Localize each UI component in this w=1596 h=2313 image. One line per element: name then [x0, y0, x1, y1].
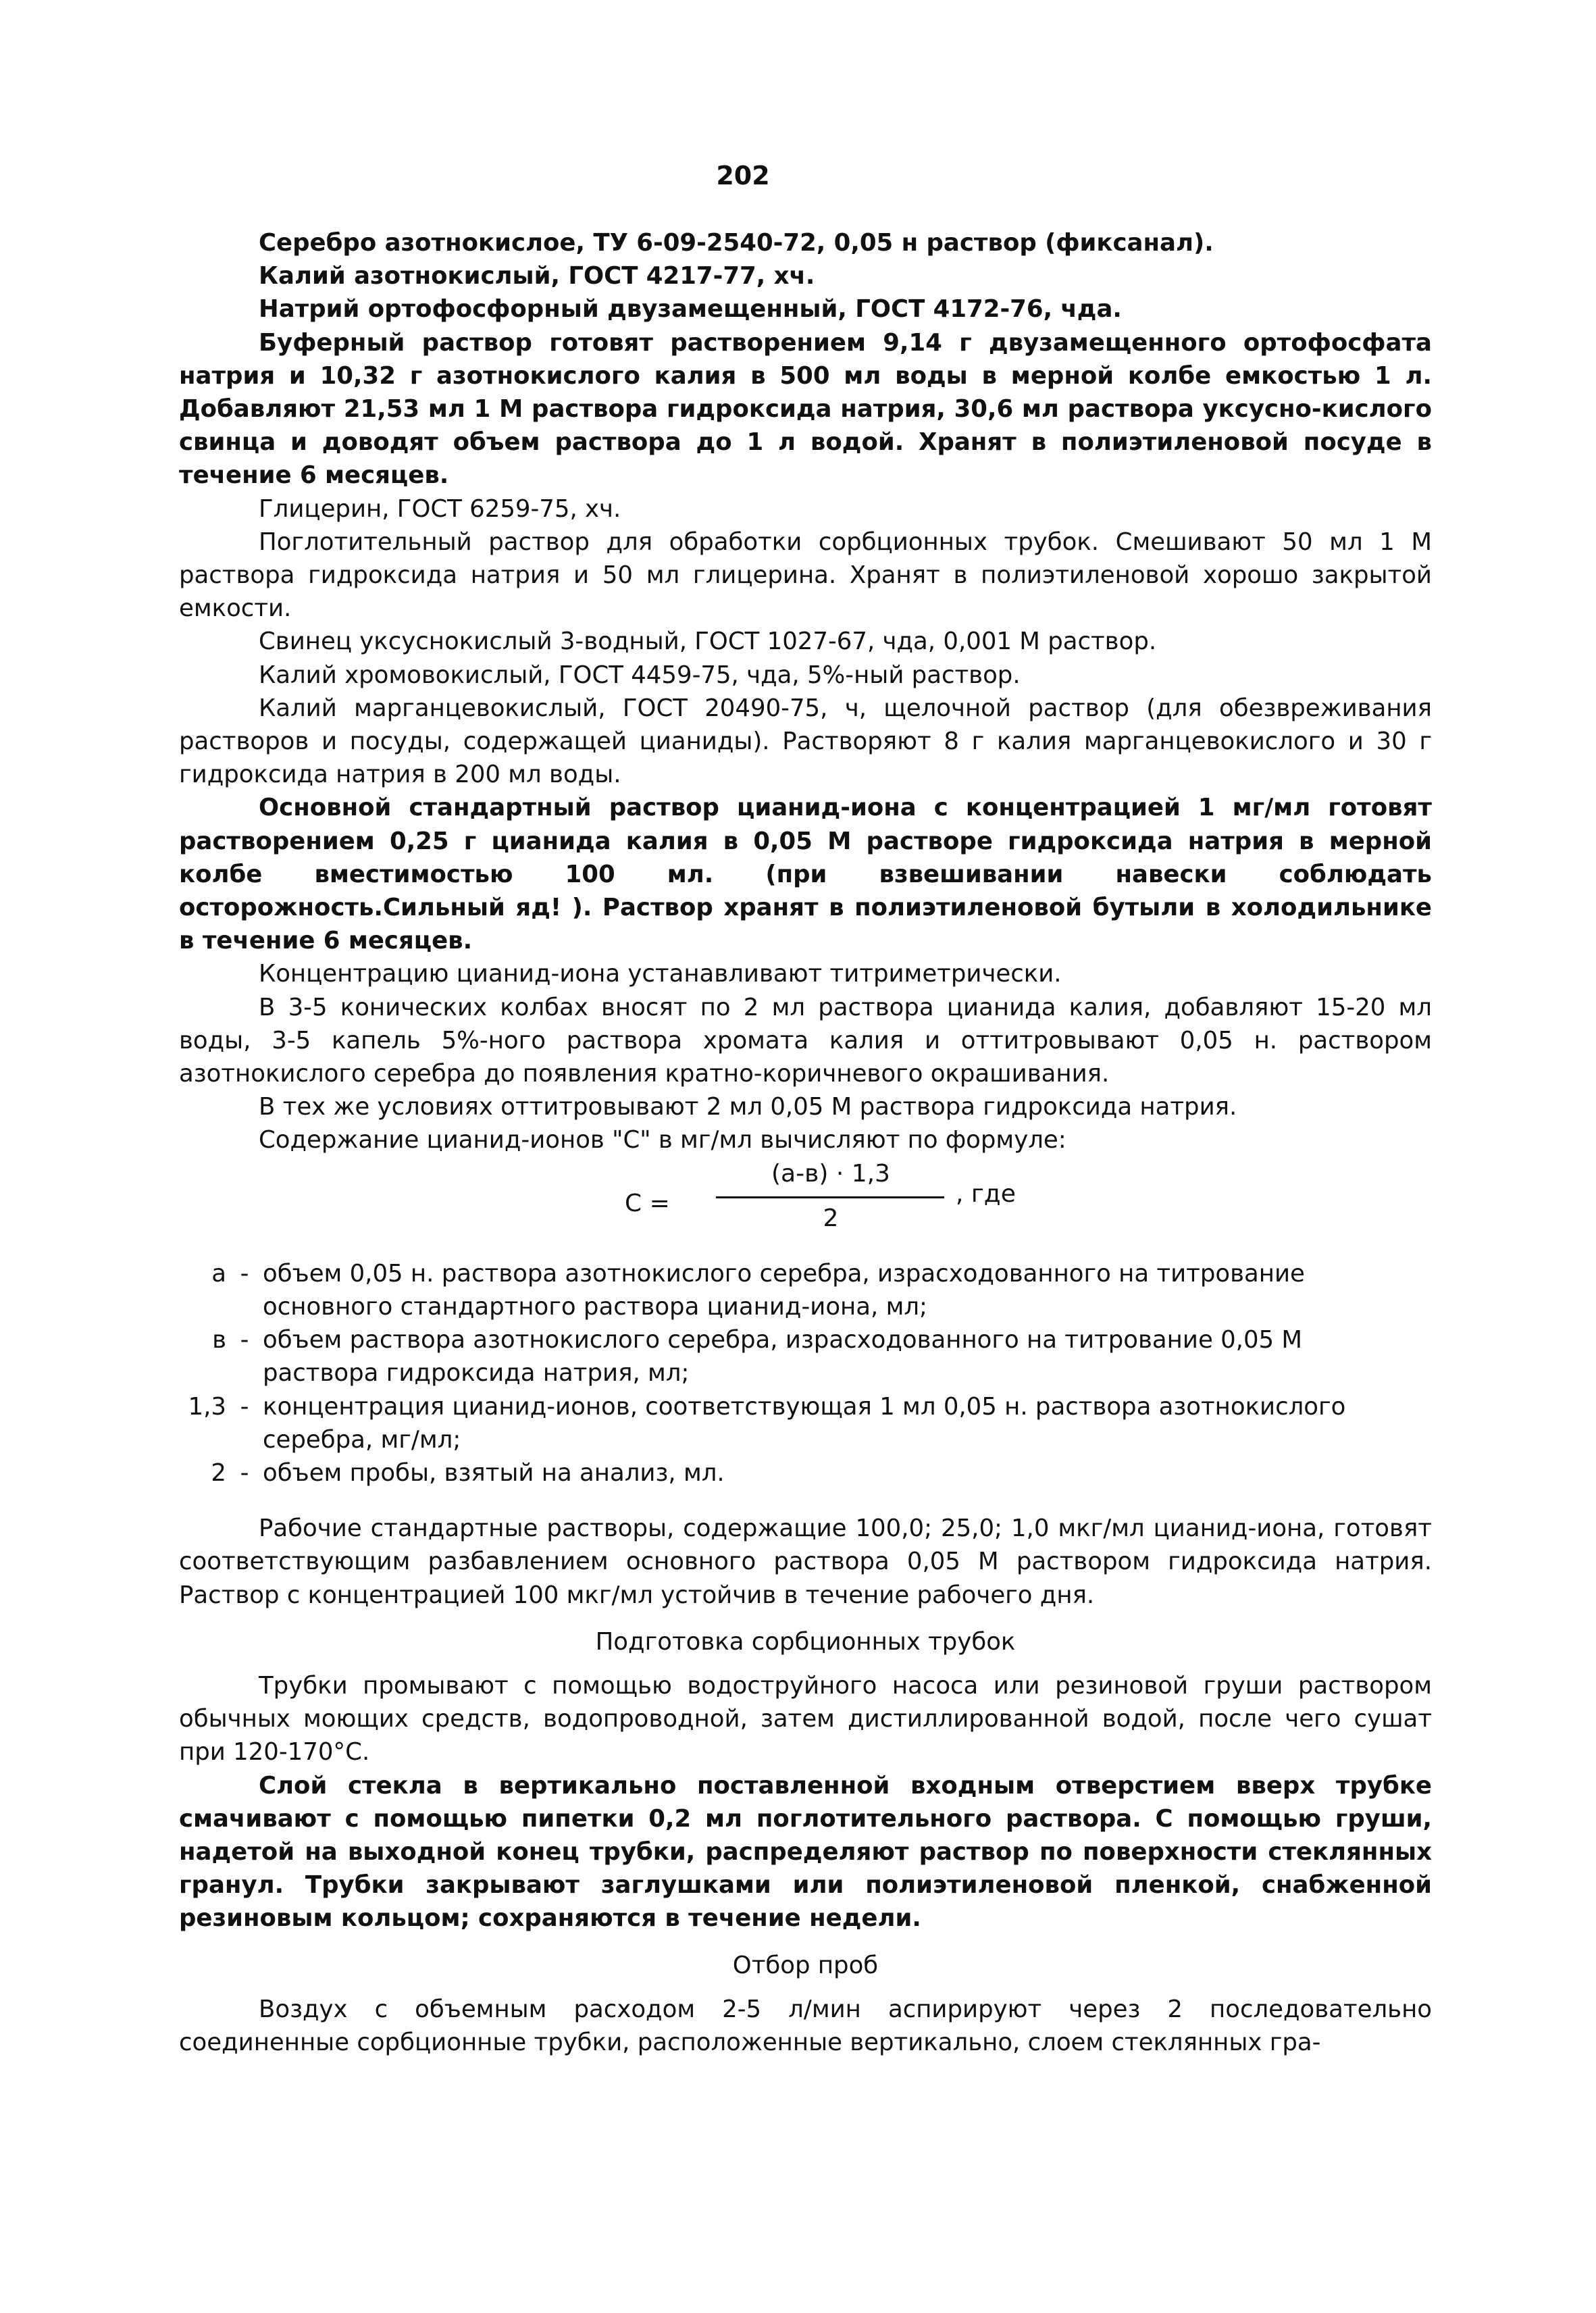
paragraph: Калий хромовокислый, ГОСТ 4459-75, чда, 5%-ный раствор. [259, 661, 1021, 689]
definitions-list [179, 1257, 1432, 1490]
definition-text: объем раствора азотнокислого серебра, израсходованного на титрование 0,05 М раствора гидроксида натрия, мл; [263, 1326, 1303, 1388]
paragraph: Калий марганцевокислый, ГОСТ 20490-75, ч, щелочной раствор (для обезвреживания растворов и посуды, содержащей цианиды). Растворяют 8 г калия марганцевокислого и 30 г гидроксида натрия в 200 мл воды. [179, 694, 1432, 789]
fraction-bar [716, 1196, 944, 1198]
body-text [179, 226, 1432, 2059]
paragraph: Калий азотнокислый, ГОСТ 4217-77, хч. [259, 262, 815, 290]
definition-item [179, 1456, 1432, 1490]
formula-numerator: (а-в) · 1,3 [771, 1159, 890, 1188]
paragraph: Буферный раствор готовят растворением 9,14 г двузамещенного ортофосфата натрия и 10,32 г азотнокислого калия в 500 мл воды в мерной колбе емкостью 1 л. Добавляют 21,53 мл 1 М раствора гидроксида натрия, 30,6 мл раствора уксусно-кислого свинца и доводят объем раствора до 1 л водой. Хранят в полиэтиленовой посуде в течение 6 месяцев. [179, 328, 1432, 490]
formula-suffix: , где [956, 1179, 1016, 1208]
definition-dash: - [240, 1259, 249, 1288]
definition-symbol: в [212, 1326, 226, 1354]
definition-item [179, 1390, 1432, 1456]
paragraph: Серебро азотнокислое, ТУ 6-09-2540-72, 0,05 н раствор (фиксанал). [259, 229, 1214, 257]
definition-text: объем 0,05 н. раствора азотнокислого серебра, израсходованного на титрование основного стандартного раствора цианид-иона, мл; [263, 1259, 1305, 1321]
definition-dash: - [240, 1458, 249, 1487]
section-heading: Подготовка сорбционных трубок [595, 1627, 1016, 1656]
formula-denominator: 2 [823, 1204, 839, 1232]
definition-item [179, 1257, 1432, 1323]
paragraph: Трубки промывают с помощью водоструйного насоса или резиновой груши раствором обычных моющих средств, водопроводной, затем дистиллированной водой, после чего сушат при 120-170°С. [179, 1671, 1432, 1766]
paragraph: Натрий ортофосфорный двузамещенный, ГОСТ 4172-76, чда. [259, 295, 1122, 324]
definition-symbol: а [211, 1259, 226, 1288]
definition-text: концентрация цианид-ионов, соответствующая 1 мл 0,05 н. раствора азотнокислого серебра, мг/мл; [263, 1392, 1346, 1454]
definition-symbol: 1,3 [188, 1392, 226, 1421]
definition-symbol: 2 [211, 1458, 226, 1487]
paragraph: Воздух с объемным расходом 2-5 л/мин аспирируют через 2 последовательно соединенные сорбционные трубки, расположенные вертикально, слоем стеклянных гра- [179, 1995, 1432, 2056]
paragraph: Глицерин, ГОСТ 6259-75, хч. [259, 494, 621, 523]
paragraph: Слой стекла в вертикально поставленной входным отверстием вверх трубке смачивают с помощью пипетки 0,2 мл поглотительного раствора. С помощью груши, надетой на выходной конец трубки, распределяют раствор по поверхности стеклянных гранул. Трубки закрывают заглушками или полиэтиленовой пленкой, снабженной резиновым кольцом; сохраняются в течение недели. [179, 1771, 1432, 1933]
paragraph: В 3-5 конических колбах вносят по 2 мл раствора цианида калия, добавляют 15-20 мл воды, 3-5 капель 5%-ного раствора хромата калия и оттитровывают 0,05 н. раствором азотнокислого серебра до появления кратно-коричневого окрашивания. [179, 993, 1432, 1088]
definition-item [179, 1323, 1432, 1390]
paragraph: Рабочие стандартные растворы, содержащие 100,0; 25,0; 1,0 мкг/мл цианид-иона, готовят соответствующим разбавлением основного раствора 0,05 М раствором гидроксида натрия. Раствор с концентрацией 100 мкг/мл устойчив в течение рабочего дня. [179, 1515, 1432, 1609]
definition-text: объем пробы, взятый на анализ, мл. [263, 1458, 725, 1487]
definition-dash: - [240, 1392, 249, 1421]
section-heading: Отбор проб [732, 1951, 879, 1979]
paragraph: Концентрацию цианид-иона устанавливают титриметрически. [259, 960, 1062, 988]
paragraph: Основной стандартный раствор цианид-иона с концентрацией 1 мг/мл готовят растворением 0,25 г цианида калия в 0,05 М растворе гидроксида натрия в мерной колбе вместимостью 100 мл. (при взвешивании навески соблюдать осторожность.Сильный яд! ). Раствор хранят в полиэтиленовой бутыли в холодильнике в течение 6 месяцев. [179, 794, 1432, 955]
page-number: 202 [716, 161, 770, 190]
formula [179, 1157, 1432, 1257]
definition-dash: - [240, 1326, 249, 1354]
formula-lhs: С = [625, 1189, 670, 1217]
paragraph: В тех же условиях оттитровывают 2 мл 0,05 М раствора гидроксида натрия. [259, 1093, 1237, 1121]
paragraph: Содержание цианид-ионов "С" в мг/мл вычисляют по формуле: [259, 1126, 1066, 1154]
paragraph: Свинец уксуснокислый 3-водный, ГОСТ 1027-67, чда, 0,001 М раствор. [259, 628, 1157, 656]
paragraph: Поглотительный раствор для обработки сорбционных трубок. Смешивают 50 мл 1 М раствора гидроксида натрия и 50 мл глицерина. Хранят в полиэтиленовой хорошо закрытой емкости. [179, 528, 1432, 623]
